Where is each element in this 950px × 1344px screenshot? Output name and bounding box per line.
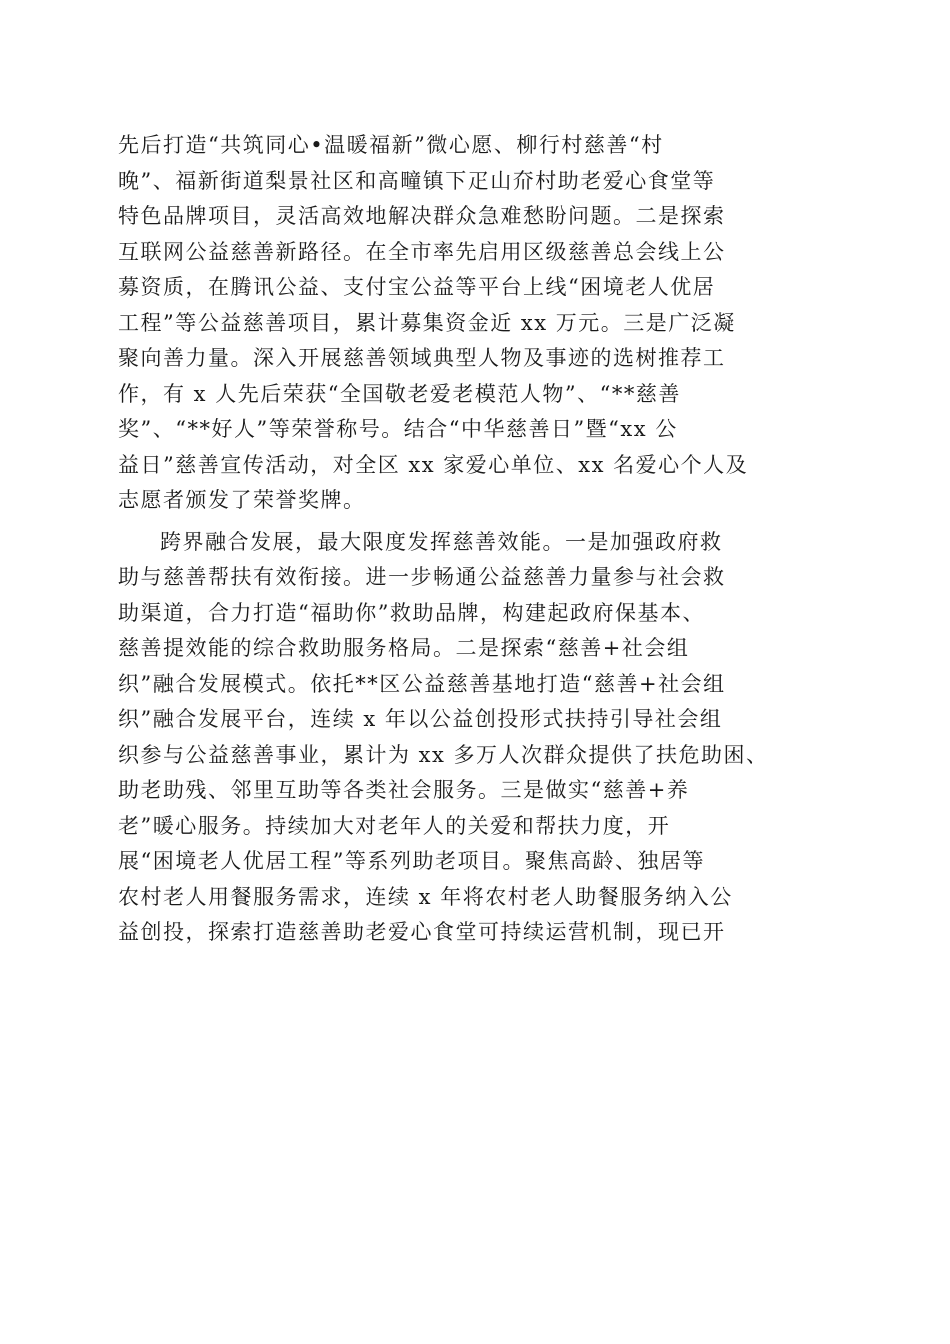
text-line: 助与慈善帮扶有效衔接。进一步畅通公益慈善力量参与社会救 — [118, 565, 726, 589]
text-line: 老”暖心服务。持续加大对老年人的关爱和帮扶力度，开 — [118, 813, 671, 838]
text-line: 织”融合发展模式。依托**区公益慈善基地打造“慈善+社会组 — [118, 671, 726, 696]
text-line: 特色品牌项目，灵活高效地解决群众急难愁盼问题。二是探索 — [118, 204, 726, 228]
text-line: 作，有 x 人先后荣获“全国敬老爱老模范人物”、“**慈善 — [118, 381, 681, 406]
text-line: 织”融合发展平台，连续 x 年以公益创投形式扶持引导社会组 — [118, 707, 723, 731]
text-line: 工程”等公益慈善项目，累计募集资金近 xx 万元。三是广泛凝 — [118, 310, 736, 335]
text-line: 慈善提效能的综合救助服务格局。二是探索“慈善+社会组 — [118, 636, 690, 660]
text-line: 织参与公益慈善事业，累计为 xx 多万人次群众提供了扶危助困、 — [118, 742, 769, 767]
text-line: 助渠道，合力打造“福助你”救助品牌，构建起政府保基本、 — [118, 600, 705, 625]
text-line: 聚向善力量。深入开展慈善领域典型人物及事迹的选树推荐工 — [118, 346, 726, 370]
text-line: 晚”、福新街道梨景社区和高疃镇下疋山夼村助老爱心食堂等 — [118, 168, 716, 193]
text-line: 农村老人用餐服务需求，连续 x 年将农村老人助餐服务纳入公 — [118, 884, 733, 909]
text-line: 益创投，探索打造慈善助老爱心食堂可持续运营机制，现已开 — [118, 920, 726, 944]
text-line: 先后打造“共筑同心•温暖福新”微心愿、柳行村慈善“村 — [118, 133, 664, 157]
text-line: 助老助残、邻里互助等各类社会服务。三是做实“慈善+养 — [118, 778, 690, 802]
text-line: 志愿者颁发了荣誉奖牌。 — [118, 488, 366, 512]
text-line: 展“困境老人优居工程”等系列助老项目。聚焦高龄、独居等 — [118, 849, 705, 873]
text-line: 募资质，在腾讯公益、支付宝公益等平台上线“困境老人优居 — [118, 275, 716, 299]
paragraph-first-line: 跨界融合发展，最大限度发挥慈善效能。一是加强政府救 — [160, 529, 723, 554]
text-line: 益日”慈善宣传活动，对全区 xx 家爱心单位、xx 名爱心个人及 — [118, 452, 749, 477]
document-body — [118, 128, 858, 951]
text-line: 互联网公益慈善新路径。在全市率先启用区级慈善总会线上公 — [118, 239, 726, 264]
text-line: 奖”、“**好人”等荣誉称号。结合“中华慈善日”暨“xx 公 — [118, 417, 678, 441]
